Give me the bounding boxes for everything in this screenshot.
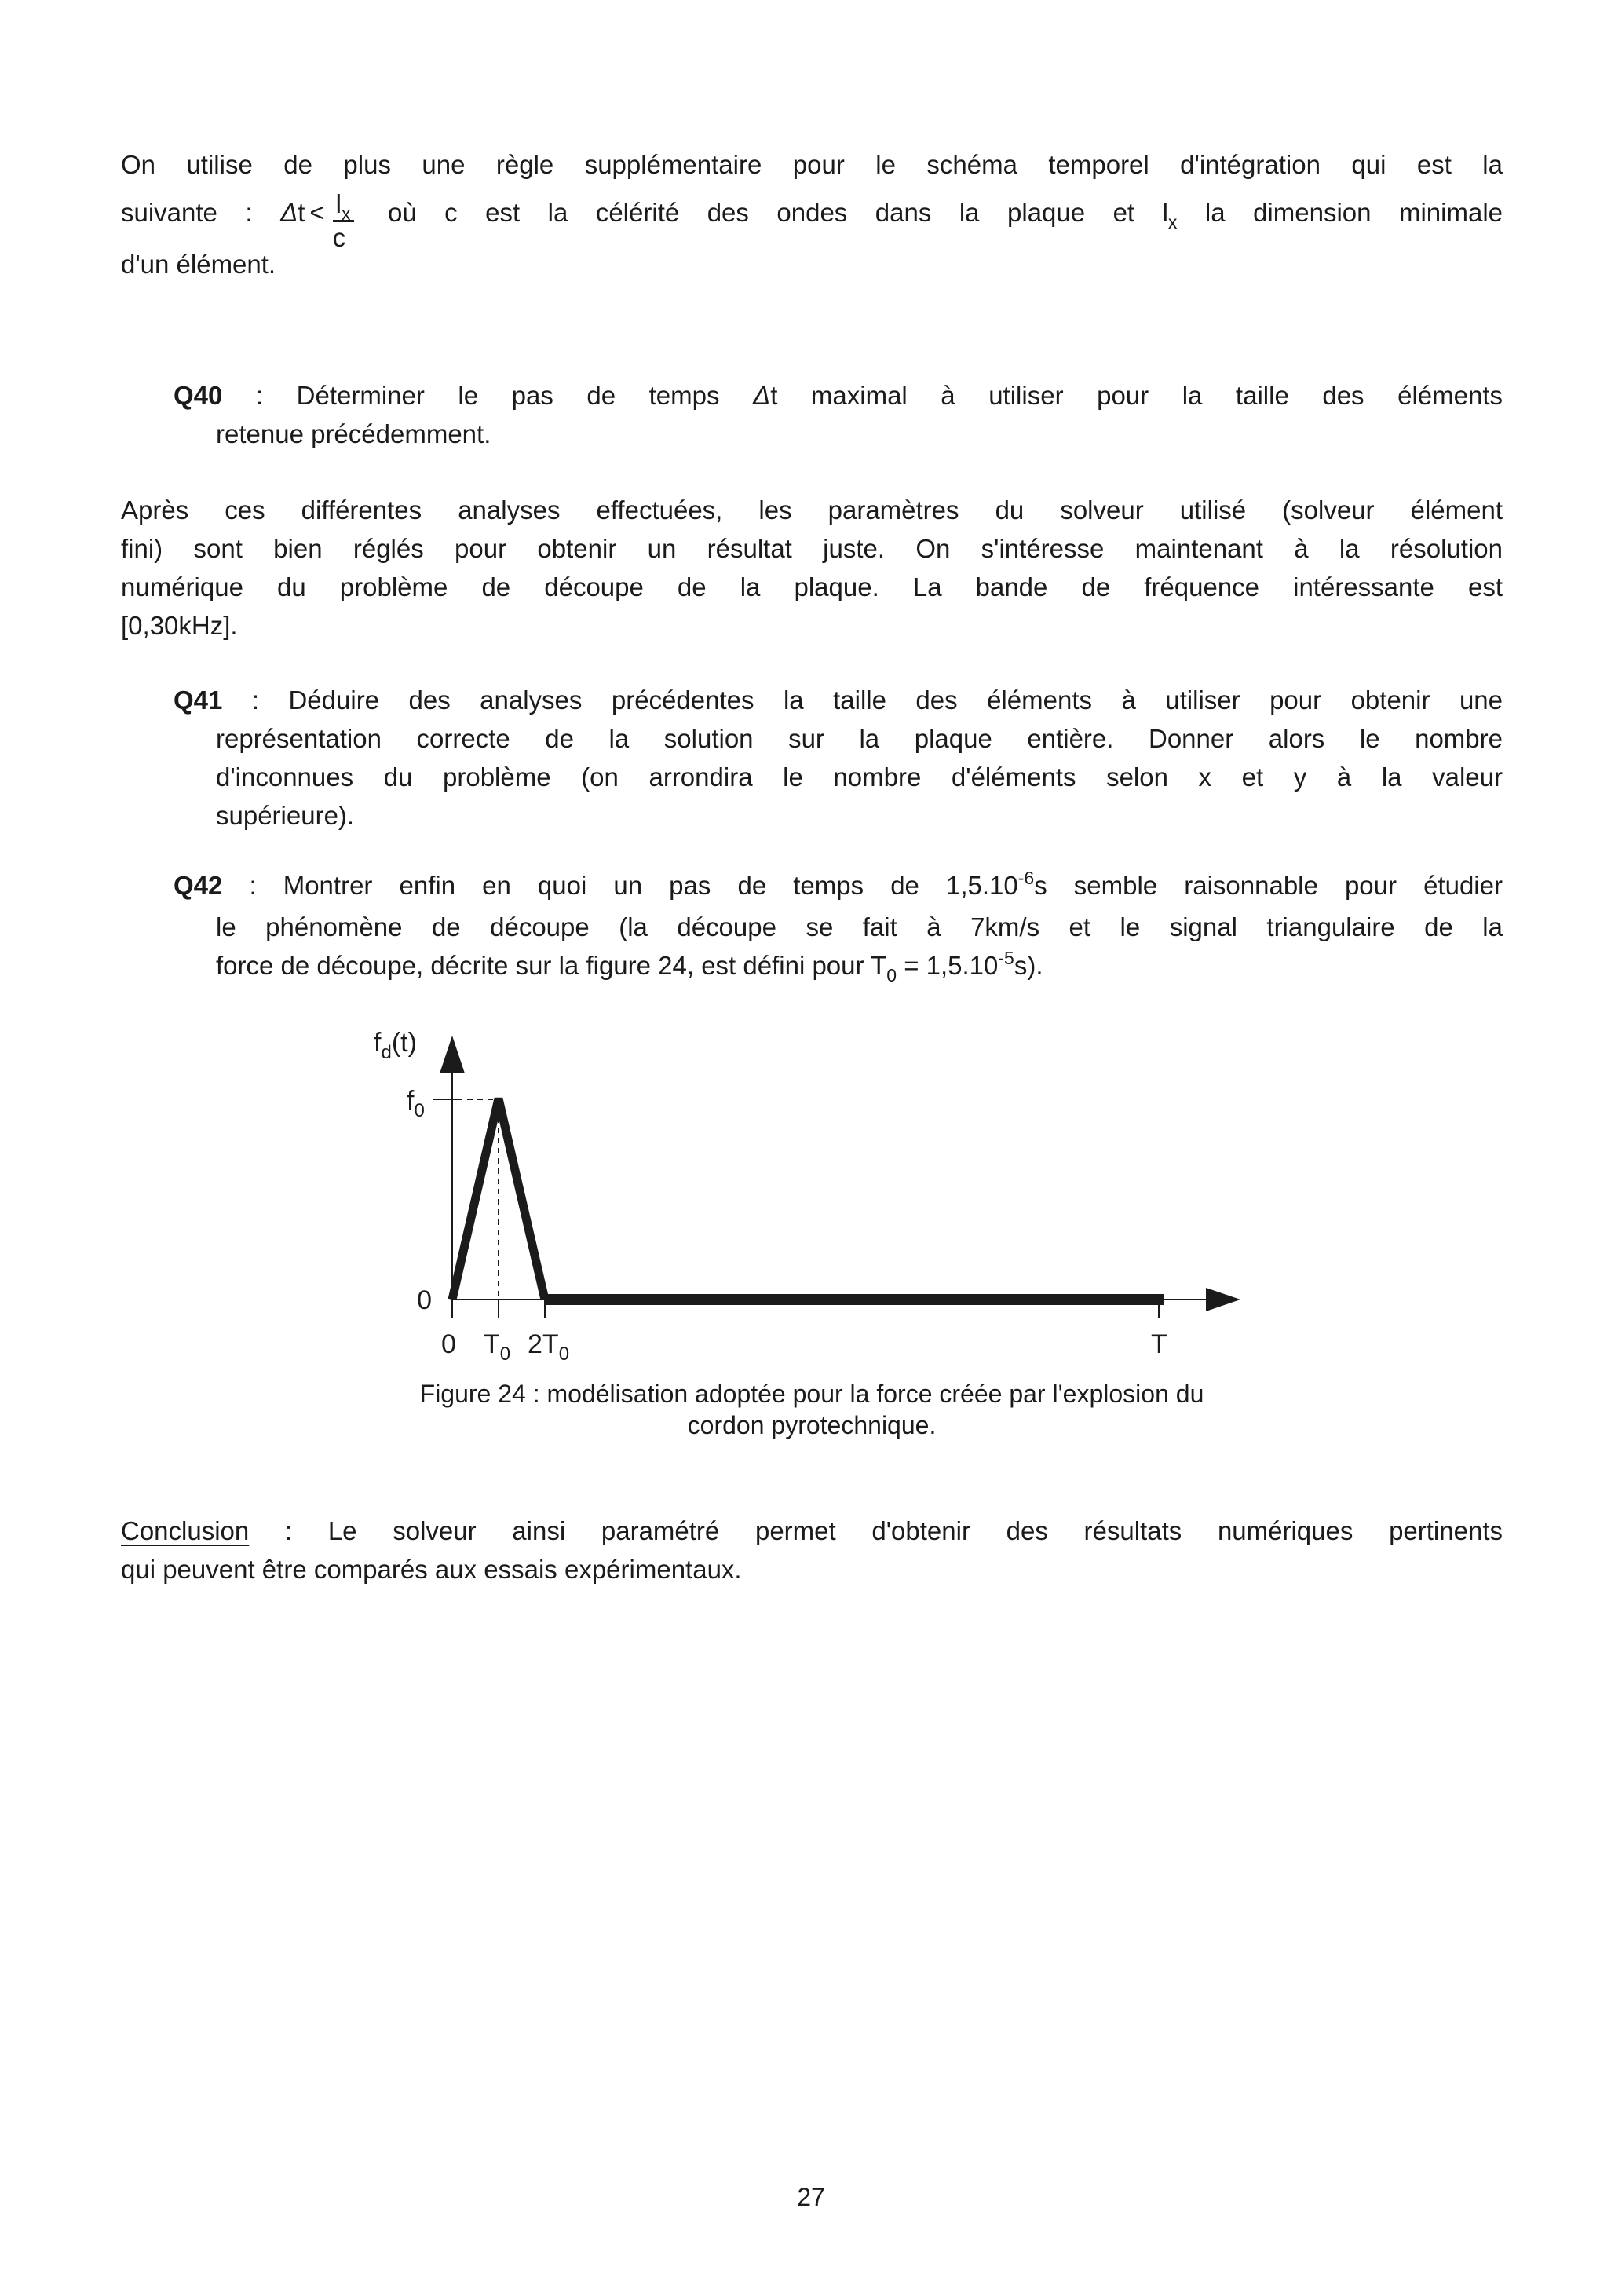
tick-label-t0	[484, 1329, 510, 1365]
y-axis-label	[374, 1028, 417, 1063]
text-run: où c est la célérité des ondes dans la plaque et	[360, 197, 1163, 227]
text-run: t	[298, 197, 305, 227]
solver-paragraph	[121, 491, 1503, 645]
paragraph-line: On utilise de plus une règle supplémentaire pour le schéma temporel d'intégration qui est la	[121, 150, 1503, 179]
conclusion-paragraph	[121, 1512, 1503, 1589]
fraction-numerator	[333, 190, 354, 222]
lx-symbol: l	[1162, 197, 1168, 227]
text-run: 2T	[528, 1329, 559, 1360]
figure-caption-line: Figure 24 : modélisation adoptée pour la force créée par l'explosion du	[419, 1380, 1204, 1409]
question-line: supérieure).	[216, 801, 355, 831]
subscript-zero: 0	[886, 965, 897, 986]
subscript-d: d	[381, 1042, 392, 1064]
f0-label	[407, 1086, 425, 1121]
question-line	[174, 376, 1503, 415]
paragraph-line: d'un élément.	[121, 250, 276, 280]
text-run: = 1,5.10	[897, 951, 999, 981]
question-q40	[174, 376, 1503, 453]
less-than-symbol: <	[309, 197, 325, 227]
paragraph-line-formula	[121, 184, 1503, 252]
origin-zero-label: 0	[417, 1285, 432, 1316]
text-run: t	[770, 381, 778, 411]
intro-paragraph	[121, 145, 1503, 283]
q41-label: Q41	[174, 686, 223, 715]
label-separator: :	[222, 871, 283, 901]
figure-caption-line: cordon pyrotechnique.	[687, 1411, 937, 1440]
text-run: f	[407, 1086, 415, 1117]
superscript-exponent: -5	[998, 948, 1014, 969]
paragraph-line: [0,30kHz].	[121, 611, 238, 641]
question-line	[216, 946, 1503, 988]
text-run: maximal à utiliser pour la taille des éléments	[777, 381, 1503, 411]
tick-label-2t0	[528, 1329, 569, 1365]
page-number: 27	[797, 2183, 825, 2211]
subscript-zero: 0	[558, 1344, 570, 1366]
delta-symbol: Δ	[753, 381, 771, 411]
delta-symbol: Δ	[280, 197, 298, 227]
text-run: Montrer enfin en quoi un pas de temps de 1,5.10	[283, 871, 1018, 901]
subscript-zero: 0	[499, 1344, 511, 1366]
paragraph-line: numérique du problème de découpe de la plaque. La bande de fréquence intéressante est	[121, 572, 1503, 602]
question-line	[174, 866, 1503, 908]
paragraph-line: qui peuvent être comparés aux essais expérimentaux.	[121, 1555, 742, 1585]
question-line: représentation correcte de la solution sur la plaque entière. Donner alors le nombre	[216, 724, 1503, 754]
text-run: la dimension minimale	[1177, 197, 1503, 227]
question-line: le phénomène de découpe (la découpe se fait à 7km/s et le signal triangulaire de la	[216, 912, 1503, 942]
question-q42	[174, 866, 1503, 988]
fraction-denominator: c	[332, 222, 346, 252]
text-run: s semble raisonnable pour étudier	[1034, 871, 1503, 901]
figure-24-plot	[353, 1007, 1327, 1377]
text-run: (t)	[391, 1028, 417, 1058]
paragraph-line: fini) sont bien réglés pour obtenir un résultat juste. On s'intéresse maintenant à la résolution	[121, 534, 1503, 564]
subscript-zero: 0	[414, 1100, 425, 1122]
superscript-exponent: -6	[1017, 868, 1035, 889]
figure-24	[353, 1007, 1503, 1377]
paragraph-line: Après ces différentes analyses effectuées, les paramètres du solveur utilisé (solveur élément	[121, 495, 1503, 525]
fraction-lx-over-c	[333, 190, 354, 251]
x-axis-arrow-icon	[1206, 1288, 1240, 1311]
q42-label: Q42	[174, 871, 223, 901]
text-run: f	[374, 1028, 382, 1058]
q40-label: Q40	[174, 381, 223, 411]
y-axis-arrow-icon	[440, 1036, 465, 1073]
tick-label-0: 0	[441, 1329, 456, 1360]
conclusion-label: Conclusion	[121, 1516, 250, 1546]
subscript-x: x	[342, 203, 351, 224]
text-run: force de découpe, décrite sur la figure 24, est défini pour T	[216, 951, 887, 981]
text-run: T	[484, 1329, 500, 1360]
lx-symbol: l	[335, 189, 342, 218]
text-run: suivante :	[121, 197, 281, 227]
text-run: s).	[1014, 951, 1043, 981]
question-line: d'inconnues du problème (on arrondira le nombre d'éléments selon x et y à la valeur	[216, 762, 1503, 792]
question-line	[174, 681, 1503, 719]
question-line: retenue précédemment.	[216, 419, 491, 449]
text-run: Déduire des analyses précédentes la taille des éléments à utiliser pour obtenir une	[288, 686, 1503, 715]
tick-label-t: T	[1151, 1329, 1167, 1360]
text-run: Déterminer le pas de temps	[296, 381, 754, 411]
label-separator: :	[222, 686, 289, 715]
label-separator: :	[222, 381, 297, 411]
text-run: : Le solveur ainsi paramétré permet d'obtenir des résultats numériques pertinents	[249, 1516, 1503, 1546]
figure-caption	[121, 1378, 1503, 1441]
question-q41	[174, 681, 1503, 835]
paragraph-line	[121, 1512, 1503, 1550]
subscript-x: x	[1167, 211, 1178, 232]
